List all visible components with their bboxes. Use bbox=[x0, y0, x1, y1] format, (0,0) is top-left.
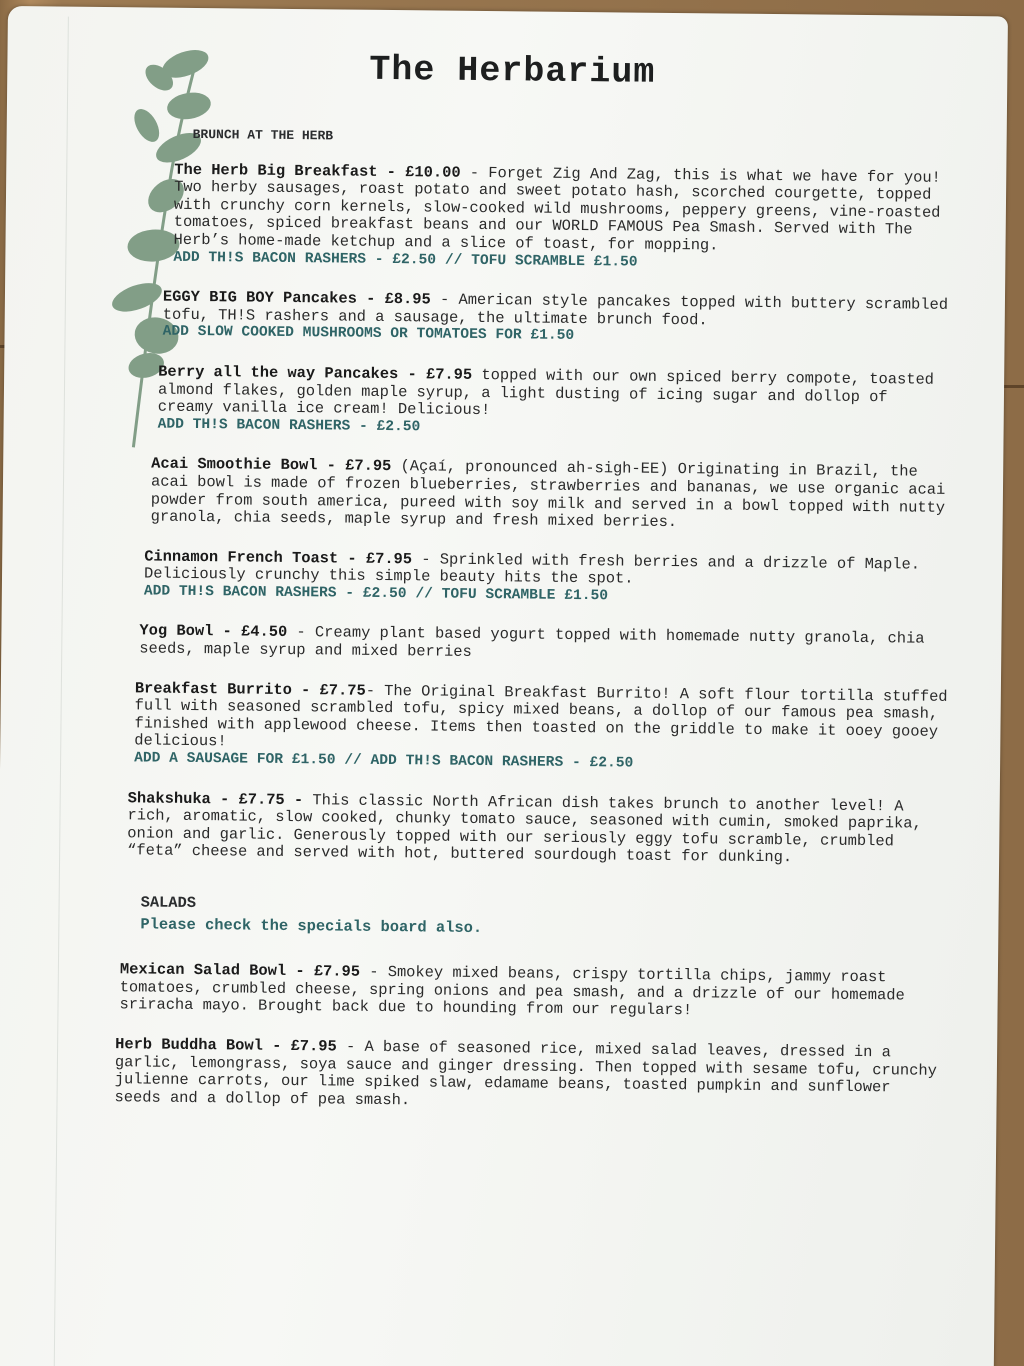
menu-item-name: EGGY BIG BOY Pancakes - £8.95 bbox=[162, 287, 431, 309]
menu-item-description: - The Original Breakfast Burrito! A soft flour tortilla stuffed full with seasoned scrambled tofu, spicy mixed beans, a dollop of our famous pea smash, finished with applewood cheese. Items then toasted on the griddle to make it ooey gooey delicious! bbox=[134, 681, 948, 751]
menu-item-name: Mexican Salad Bowl - £7.95 bbox=[119, 960, 361, 981]
menu-content bbox=[114, 126, 954, 1137]
menu-item-description: (Açaí, pronounced ah-sigh-EE) Originating in Brazil, the acai bowl is made of frozen blueberries, strawberries and bananas, we use organic acai powder from south america, pureed with soy milk and served in a bowl topped with nutty granola, chia seeds, maple syrup and fresh mixed berries. bbox=[150, 457, 946, 532]
section-heading-salads: SALADS bbox=[140, 893, 197, 913]
menu-item-name: Breakfast Burrito - £7.75 bbox=[134, 679, 366, 700]
menu-item-addon: ADD SLOW COOKED MUSHROOMS OR TOMATOES FOR £1.50 bbox=[162, 323, 575, 345]
menu-item-description: - Creamy plant based yogurt topped with homemade nutty granola, chia seeds, maple syrup and mixed berries bbox=[139, 623, 925, 661]
menu-item bbox=[127, 790, 948, 869]
menu-item-addon: ADD A SAUSAGE FOR £1.50 // ADD TH!S BACON RASHERS - £2.50 bbox=[134, 750, 634, 772]
menu-item-addon: ADD TH!S BACON RASHERS - £2.50 // TOFU SCRAMBLE £1.50 bbox=[143, 583, 609, 605]
menu-item-addon: ADD TH!S BACON RASHERS - £2.50 bbox=[157, 416, 421, 436]
menu-item bbox=[144, 548, 951, 609]
salads-section bbox=[114, 893, 946, 1116]
menu-item-name: Yog Bowl - £4.50 bbox=[139, 621, 288, 642]
menu-item-description: - Smokey mixed beans, crispy tortilla chips, jammy roast tomatoes, crumbled cheese, spring onions and pea smash, and a drizzle of our homemade sriracha mayo. Brought back due to hounding from our regulars! bbox=[119, 962, 905, 1020]
menu-item bbox=[173, 161, 954, 275]
menu-item-description: - American style pancakes topped with buttery scrambled tofu, TH!S rashers and a sausage, the ultimate brunch food. bbox=[162, 290, 949, 330]
menu-item-name: The Herb Big Breakfast - £10.00 bbox=[174, 160, 461, 182]
menu-sheet bbox=[0, 6, 1008, 1366]
menu-item-description: - Forget Zig And Zag, this is what we have for you! Two herby sausages, roast potato and sweet potato hash, scorched courgette, topped with crunchy corn kernels, slow-cooked wild mushrooms, peppery greens, vine-roasted tomatoes, spiced breakfast beans and our WORLD FAMOUS Pea Smash. Served with The Herb’s home-made ketchup and a slice of toast, for mopping. bbox=[173, 163, 941, 255]
menu-item bbox=[162, 289, 953, 350]
menu-item bbox=[139, 623, 949, 667]
menu-item-name: Shakshuka - £7.75 - bbox=[127, 788, 304, 809]
menu-item bbox=[134, 680, 949, 776]
menu-item bbox=[158, 364, 953, 443]
menu-item-addon: ADD TH!S BACON RASHERS - £2.50 // TOFU SCRAMBLE £1.50 bbox=[173, 249, 638, 271]
menu-item-name: Cinnamon French Toast - £7.95 bbox=[144, 547, 413, 568]
menu-item-description: This classic North African dish takes brunch to another level! A rich, aromatic, slow cooked, chunky tomato sauce, seasoned with cumin, smoked paprika, onion and garlic. Generously topped with our seriously eggy tofu scramble, crumbled “feta” cheese and served with hot, buttered sourdough toast for dunking. bbox=[127, 790, 922, 867]
menu-item-name: Acai Smoothie Bowl - £7.95 bbox=[151, 454, 392, 476]
menu-item-description: topped with our own spiced berry compote, toasted almond flakes, golden maple syrup, a light dusting of icing sugar and dollop of creamy vanilla ice cream! Delicious! bbox=[157, 365, 935, 420]
section-heading-brunch: BRUNCH AT THE HERB bbox=[192, 126, 334, 144]
menu-item bbox=[119, 961, 946, 1022]
menu-item-name: Herb Buddha Bowl - £7.95 bbox=[115, 1035, 337, 1056]
menu-item-description: - Sprinkled with fresh berries and a drizzle of Maple. Deliciously crunchy this simple beauty hits the spot. bbox=[143, 549, 921, 588]
menu-item bbox=[151, 456, 952, 535]
menu-item bbox=[114, 1036, 945, 1115]
specials-note: Please check the specials board also. bbox=[140, 915, 483, 937]
menu-title: The Herbarium bbox=[369, 49, 656, 93]
menu-item-description: - A base of seasoned rice, mixed salad leaves, dressed in a garlic, lemongrass, soya sauce and ginger dressing. Then topped with sesame tofu, crunchy julienne carrots, our lime spiked slaw, edamame beans, toasted pumpkin and sunflower seeds and a dollop of pea smash. bbox=[114, 1037, 937, 1110]
menu-item-name: Berry all the way Pancakes - £7.95 bbox=[158, 362, 473, 384]
